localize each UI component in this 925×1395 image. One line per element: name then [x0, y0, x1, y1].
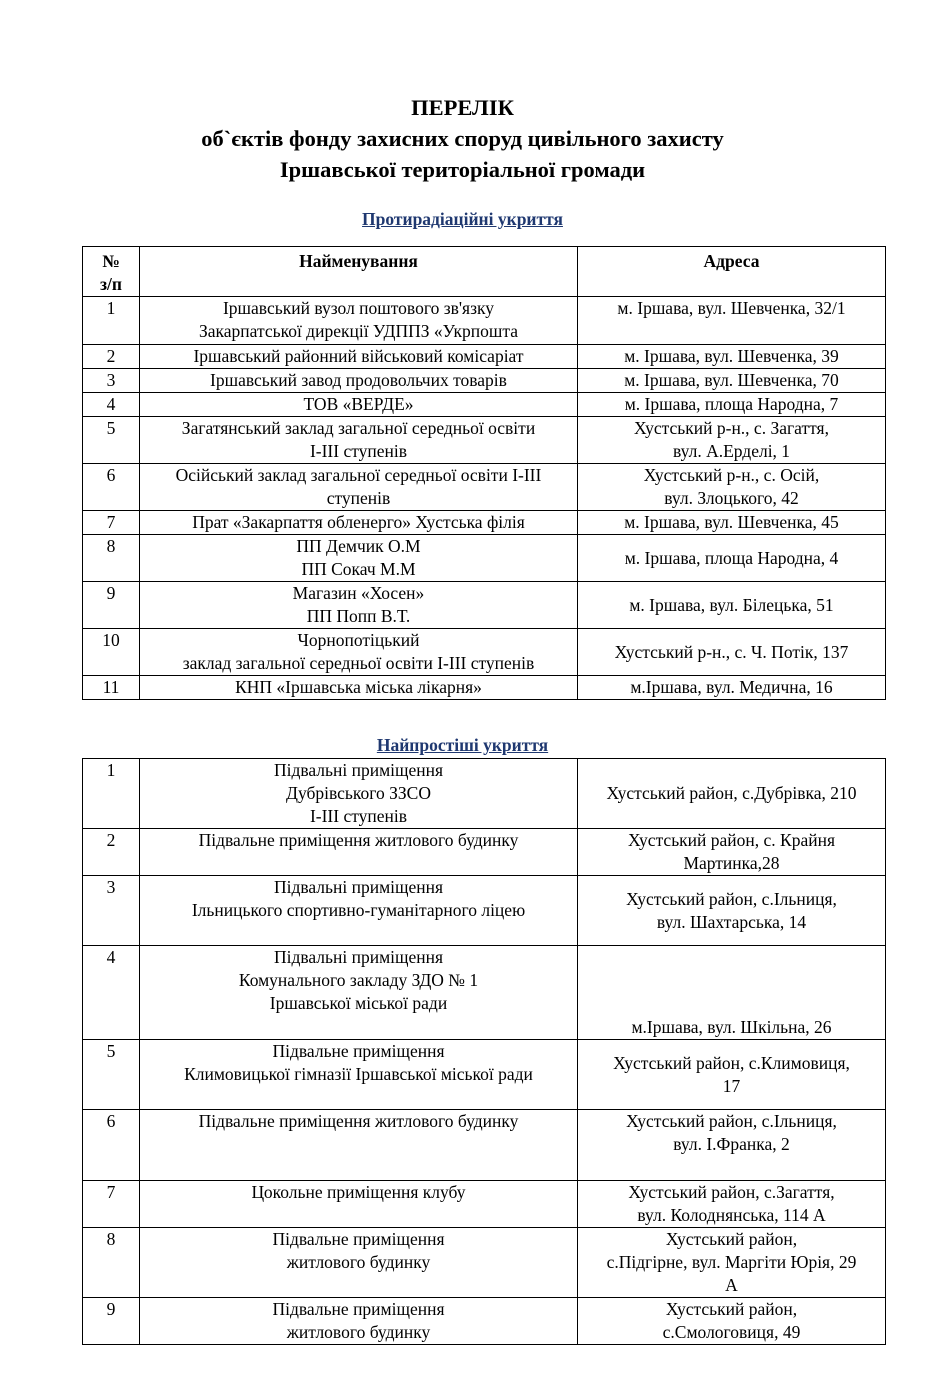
section1-heading: Протирадіаційні укриття [362, 209, 563, 229]
row-name [140, 629, 578, 676]
table-row [83, 629, 886, 676]
row-name [140, 417, 578, 464]
row-name-line: Підвальне приміщення [272, 1299, 445, 1319]
row-name [140, 876, 578, 946]
row-name [140, 946, 578, 1040]
document-title [0, 92, 925, 185]
row-name [140, 759, 578, 829]
row-address-line: м.Іршава, вул. Шкільна, 26 [631, 1017, 832, 1037]
table-row [83, 297, 886, 345]
row-name [140, 1110, 578, 1181]
row-address-line: м. Іршава, площа Народна, 4 [624, 547, 839, 568]
row-address-line: Хустський район, с. Крайня [627, 830, 836, 850]
row-address-line: Хустський р-н., с. Ч. Потік, 137 [614, 641, 849, 662]
title-line-3: Іршавської територіальної громади [279, 157, 646, 182]
row-name [140, 345, 578, 369]
row-number: 10 [83, 629, 140, 676]
row-name [140, 464, 578, 511]
row-number: 3 [83, 876, 140, 946]
row-address-line: 17 [722, 1075, 741, 1096]
row-number: 8 [83, 535, 140, 582]
table-row [83, 1228, 886, 1298]
row-name [140, 676, 578, 700]
row-name-line: Осійський заклад загальної середньої освіти І-ІІІ [175, 465, 542, 485]
row-name-line: Чорнопотіцький [297, 630, 420, 650]
row-number: 1 [83, 297, 140, 345]
row-number: 7 [83, 1181, 140, 1228]
row-address [578, 759, 886, 829]
table-row [83, 369, 886, 393]
row-address-line: А [725, 1275, 738, 1295]
row-address-line: вул. А.Ерделі, 1 [672, 441, 791, 461]
row-address [578, 829, 886, 876]
row-name-line: Підвальні приміщення [273, 877, 444, 897]
row-address-line: м. Іршава, площа Народна, 7 [624, 394, 839, 414]
table-row [83, 946, 886, 1040]
table-row [83, 417, 886, 464]
row-name-line: заклад загальної середньої освіти І-ІІІ ступенів [182, 653, 535, 673]
row-address [578, 393, 886, 417]
row-address-line: с.Підгірне, вул. Маргіти Юрія, 29 [606, 1252, 857, 1272]
row-name-line: Цокольне приміщення клубу [251, 1182, 466, 1202]
row-name [140, 393, 578, 417]
row-name-line: Дубрівського ЗЗСО [286, 783, 431, 803]
table-row [83, 582, 886, 629]
table-row [83, 535, 886, 582]
row-name [140, 1040, 578, 1110]
row-name [140, 297, 578, 345]
header-address: Адреса [578, 247, 886, 297]
section2-heading: Найпростіші укриття [376, 735, 549, 755]
row-address-line: Хустський район, с.Дубрівка, 210 [606, 783, 857, 803]
row-address-line: Хустський район, [665, 1229, 798, 1249]
row-name-line: Підвальне приміщення житлового будинку [198, 1111, 519, 1131]
row-name-line: Загатянський заклад загальної середньої освіти [181, 418, 536, 438]
row-name-line: Іршавський завод продовольчих товарів [210, 370, 507, 390]
row-name-line: Магазин «Хосен» [292, 583, 425, 603]
table-row [83, 829, 886, 876]
row-address-line: Хустський р-н., с. Загаття, [634, 418, 829, 438]
row-address-line: Хустський район, с.Ільниця, [626, 1111, 837, 1131]
row-address-line: Мартинка,28 [683, 853, 780, 873]
row-address-line: вул. Злоцького, 42 [664, 488, 799, 508]
table-row [83, 345, 886, 369]
row-address [578, 535, 886, 582]
table-row [83, 1110, 886, 1181]
row-name-line: Климовицької гімназії Іршавської міської ради [184, 1064, 533, 1084]
row-name-line: Закарпатської дирекції УДППЗ «Укрпошта [199, 321, 518, 341]
row-name-line: ступенів [326, 488, 391, 508]
row-address-line: Хустський район, с.Климовиця, [613, 1052, 850, 1073]
table-row [83, 759, 886, 829]
row-address-line: Хустський р-н., с. Осій, [643, 465, 820, 485]
row-address [578, 1040, 886, 1110]
row-address-line: м. Іршава, вул. Шевченка, 39 [624, 346, 839, 366]
row-address [578, 629, 886, 676]
row-address [578, 1181, 886, 1228]
row-number: 4 [83, 946, 140, 1040]
row-number: 2 [83, 345, 140, 369]
row-name-line: Комунального закладу ЗДО № 1 [238, 970, 479, 990]
row-address-line: Хустський район, с.Загаття, [628, 1182, 835, 1202]
row-address-line: Хустський район, с.Ільниця, [626, 888, 837, 909]
row-name-line: Іршавської міської ради [269, 993, 448, 1013]
row-name-line: ПП Сокач М.М [301, 559, 416, 579]
row-number: 5 [83, 1040, 140, 1110]
row-number: 8 [83, 1228, 140, 1298]
simple-shelters-table [82, 758, 886, 1345]
row-address-line: вул. Шахтарська, 14 [656, 911, 807, 932]
row-name-line: І-ІІІ ступенів [309, 441, 408, 461]
row-name [140, 1181, 578, 1228]
table-row [83, 464, 886, 511]
row-name-line: ПП Демчик О.М [296, 536, 421, 556]
row-address-line: м.Іршава, вул. Медична, 16 [630, 677, 833, 697]
row-address [578, 582, 886, 629]
table-row [83, 393, 886, 417]
table-row [83, 511, 886, 535]
row-name [140, 535, 578, 582]
table-header-row [83, 247, 886, 297]
row-address-line: вул. І.Франка, 2 [673, 1134, 790, 1154]
row-address [578, 511, 886, 535]
row-name [140, 511, 578, 535]
header-num-line2: з/п [100, 274, 122, 294]
header-num-line1: № [102, 251, 120, 271]
row-address-line: м. Іршава, вул. Шевченка, 32/1 [617, 298, 846, 318]
row-name-line: житлового будинку [286, 1322, 431, 1342]
row-number: 3 [83, 369, 140, 393]
row-address [578, 464, 886, 511]
row-number: 9 [83, 1298, 140, 1345]
row-number: 2 [83, 829, 140, 876]
row-number: 6 [83, 464, 140, 511]
row-name-line: І-ІІІ ступенів [309, 806, 408, 826]
row-address [578, 1298, 886, 1345]
row-name-line: Ільницького спортивно-гуманітарного ліцею [191, 900, 526, 920]
row-address [578, 1110, 886, 1181]
row-number: 4 [83, 393, 140, 417]
row-address [578, 417, 886, 464]
row-address-line: Хустський район, [665, 1299, 798, 1319]
table-row [83, 876, 886, 946]
row-number: 11 [83, 676, 140, 700]
header-num [83, 247, 140, 297]
row-name-line: Підвальні приміщення [273, 947, 444, 967]
header-name: Найменування [140, 247, 578, 297]
row-address [578, 876, 886, 946]
row-address [578, 1228, 886, 1298]
row-address [578, 946, 886, 1040]
row-address [578, 297, 886, 345]
row-name [140, 369, 578, 393]
row-name-line: ТОВ «ВЕРДЕ» [303, 394, 414, 414]
row-number: 6 [83, 1110, 140, 1181]
row-name-line: Прат «Закарпаття обленерго» Хустська філія [192, 512, 525, 532]
table-row [83, 1298, 886, 1345]
title-line-1: ПЕРЕЛІК [411, 95, 514, 120]
table-row [83, 676, 886, 700]
row-name-line: Іршавський районний військовий комісаріат [193, 346, 524, 366]
row-address [578, 369, 886, 393]
row-address [578, 345, 886, 369]
row-name [140, 1298, 578, 1345]
row-name-line: ПП Попп В.Т. [306, 606, 411, 626]
row-name [140, 582, 578, 629]
row-number: 5 [83, 417, 140, 464]
row-number: 1 [83, 759, 140, 829]
row-name-line: Підвальні приміщення [273, 760, 444, 780]
row-name [140, 829, 578, 876]
row-address-line: м. Іршава, вул. Шевченка, 70 [624, 370, 839, 390]
row-address-line: вул. Колоднянська, 114 А [637, 1205, 826, 1225]
row-name-line: житлового будинку [286, 1252, 431, 1272]
row-number: 9 [83, 582, 140, 629]
row-address-line: с.Смологовиця, 49 [662, 1322, 801, 1342]
row-address-line: м. Іршава, вул. Білецька, 51 [629, 594, 834, 615]
title-line-2: об`єктів фонду захисних споруд цивільного захисту [201, 126, 724, 151]
row-name [140, 1228, 578, 1298]
anti-radiation-shelters-table [82, 246, 886, 700]
row-name-line: Підвальне приміщення [272, 1041, 445, 1061]
row-name-line: Підвальне приміщення житлового будинку [198, 830, 519, 850]
row-address-line: м. Іршава, вул. Шевченка, 45 [624, 512, 839, 532]
row-name-line: Підвальне приміщення [272, 1229, 445, 1249]
row-number: 7 [83, 511, 140, 535]
row-address [578, 676, 886, 700]
table-row [83, 1040, 886, 1110]
table-row [83, 1181, 886, 1228]
row-name-line: Іршавський вузол поштового зв'язку [222, 298, 494, 318]
row-name-line: КНП «Іршавська міська лікарня» [235, 677, 482, 697]
